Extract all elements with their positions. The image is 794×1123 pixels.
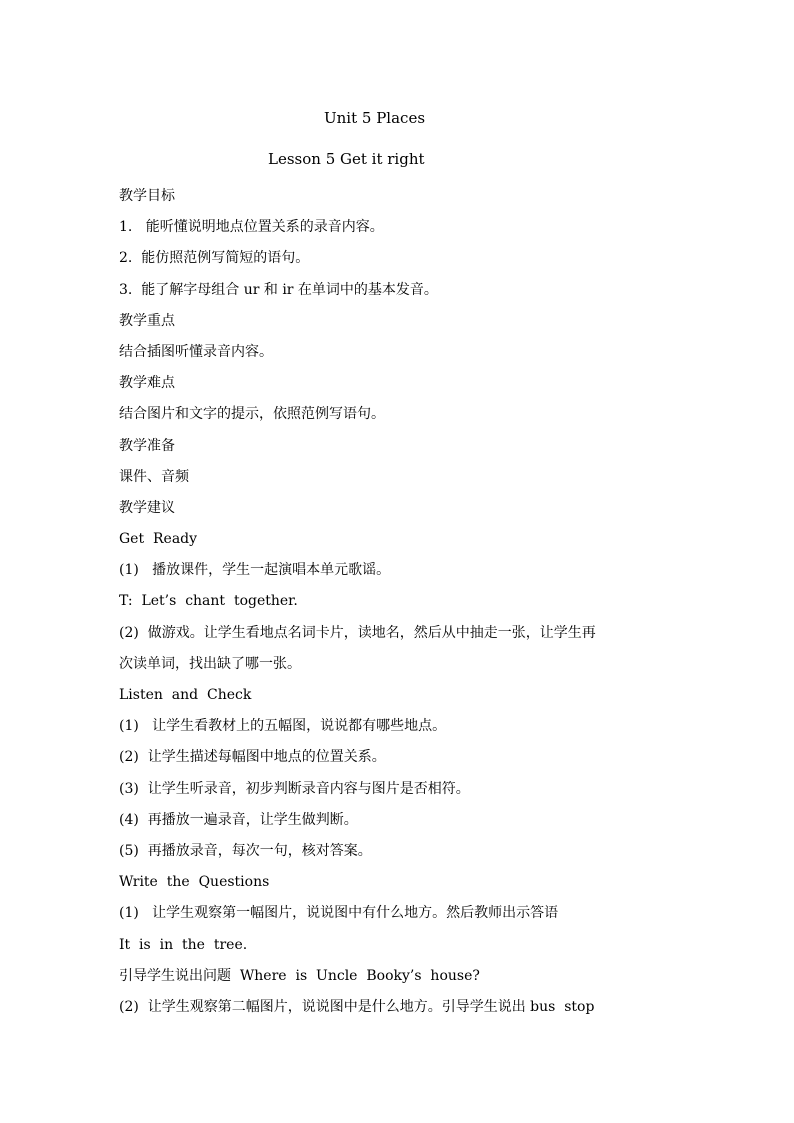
body-line: 2. 能仿照范例写简短的语句。 [119, 250, 310, 267]
body-line: (1) 让学生观察第一幅图片，说说图中有什么地方。然后教师出示答语 [119, 905, 559, 922]
body-line: 教学重点 [119, 312, 175, 329]
body-line: (2) 让学生描述每幅图中地点的位置关系。 [119, 749, 386, 766]
body-line: 结合图片和文字的提示，依照范例写语句。 [119, 406, 385, 423]
body-line: 次读单词，找出缺了哪一张。 [119, 655, 301, 672]
body-line: (5) 再播放录音，每次一句，核对答案。 [119, 842, 372, 859]
body-line: Listen and Check [119, 687, 252, 703]
body-line: (3) 让学生听录音，初步判断录音内容与图片是否相符。 [119, 780, 470, 797]
body-line: (2) 做游戏。让学生看地点名词卡片，读地名，然后从中抽走一张，让学生再 [119, 624, 596, 641]
body-line: (4) 再播放一遍录音，让学生做判断。 [119, 811, 358, 828]
body-line: 1. 能听懂说明地点位置关系的录音内容。 [119, 219, 384, 236]
body-line: 课件、音频 [119, 468, 189, 485]
document-title: Unit 5 Places [324, 109, 426, 127]
body-line: 引导学生说出问题 Where is Uncle Booky’s house? [119, 967, 480, 984]
body-line: 结合插图听懂录音内容。 [119, 343, 273, 360]
body-line: T: Let’s chant together. [119, 593, 298, 610]
body-line: 教学难点 [119, 375, 175, 392]
body-line: Write the Questions [119, 874, 270, 891]
body-line: 3. 能了解字母组合 ur 和 ir 在单词中的基本发音。 [119, 281, 438, 298]
body-line: Get Ready [119, 531, 198, 548]
body-line: It is in the tree. [119, 936, 248, 953]
body-line: (1) 让学生看教材上的五幅图，说说都有哪些地点。 [119, 718, 447, 735]
body-line: (2) 让学生观察第二幅图片，说说图中是什么地方。引导学生说出 bus stop [119, 998, 595, 1015]
body-line: 教学准备 [119, 437, 175, 454]
document-body [119, 184, 679, 1026]
body-line: 教学目标 [119, 188, 175, 204]
document-subtitle: Lesson 5 Get it right [268, 150, 425, 168]
body-line: (1) 播放课件，学生一起演唱本单元歌谣。 [119, 562, 391, 579]
body-line: 教学建议 [119, 499, 175, 516]
